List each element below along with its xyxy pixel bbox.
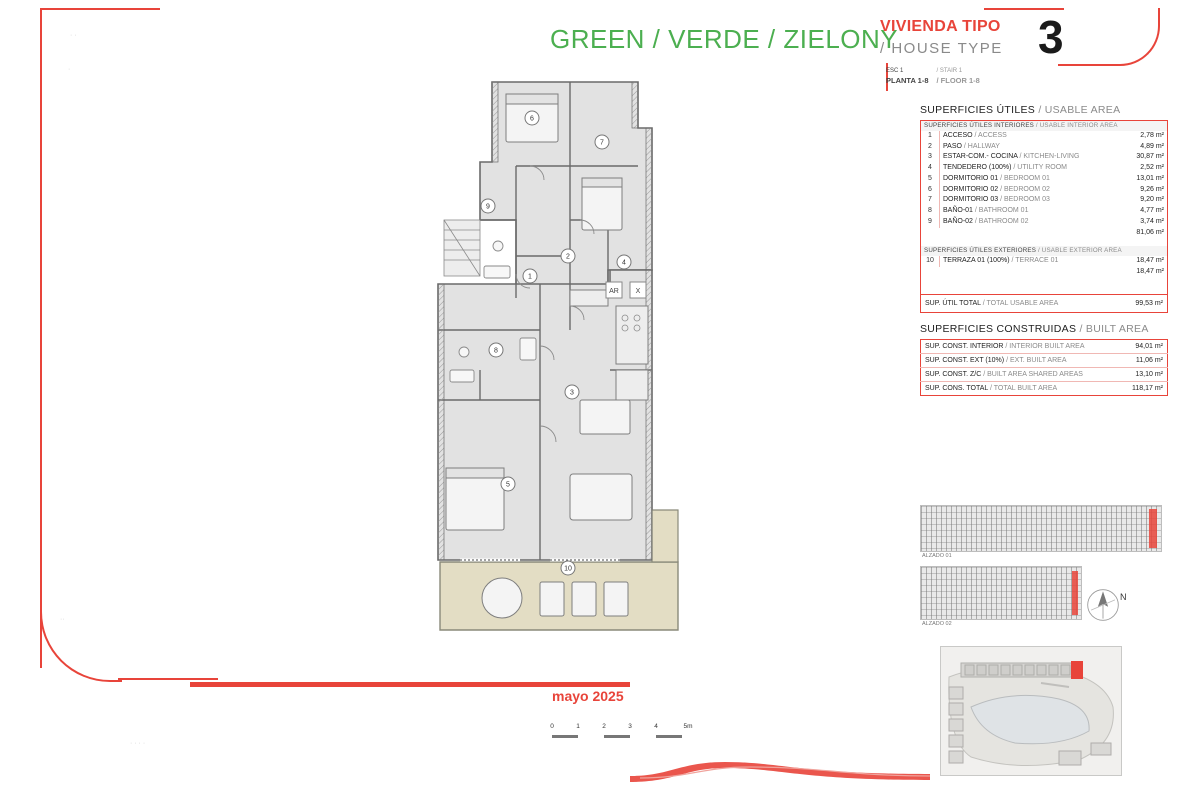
floor-label-en: / FLOOR 1-8 — [936, 75, 980, 85]
row-number: 5 — [921, 174, 940, 185]
built-area-table — [920, 339, 1168, 396]
built-area-heading-en: / BUILT AREA — [1079, 323, 1149, 336]
row-value: 30,87 m² — [1136, 153, 1164, 161]
svg-text:3: 3 — [570, 389, 574, 397]
row-label-en: / BATHROOM 02 — [974, 217, 1029, 225]
row-label-es: TERRAZA 01 (100%) — [943, 257, 1010, 264]
frame-curve-bottom-left — [40, 600, 122, 682]
scale-bar-graphic — [552, 735, 682, 738]
table-row — [921, 152, 1168, 163]
table-row — [921, 382, 1168, 396]
row-label — [921, 354, 1121, 368]
row-label-en: / HALLWAY — [963, 142, 1000, 150]
usable-total-label-es: SUP. ÚTIL TOTAL — [925, 299, 981, 307]
row-label-es: ESTAR-COM.- COCINA — [943, 153, 1018, 161]
row-number: 3 — [921, 152, 940, 163]
row-label-es: SUP. CONS. TOTAL — [925, 385, 989, 393]
scale-tick-0: 0 — [550, 723, 554, 730]
plan-date-label: mayo 2025 — [552, 688, 624, 704]
house-type-label-es: VIVIENDA TIPO — [880, 18, 1001, 35]
frame-line-bottom-left — [118, 678, 218, 680]
exterior-sub-es: SUPERFICIES ÚTILES EXTERIORES — [924, 247, 1037, 255]
svg-text:8: 8 — [494, 347, 498, 355]
table-row — [921, 340, 1168, 354]
usable-total-value: 99,53 m² — [1135, 299, 1163, 307]
table-row — [921, 368, 1168, 382]
svg-text:2: 2 — [566, 253, 570, 261]
row-label-en: / BEDROOM 01 — [1000, 174, 1050, 182]
house-type-number: 3 — [1038, 11, 1064, 63]
row-label — [940, 142, 1120, 153]
table-row — [921, 174, 1168, 185]
scale-bar — [550, 723, 702, 740]
row-label-en: / UTILITY ROOM — [1013, 164, 1067, 171]
row-value: 4,77 m² — [1140, 207, 1164, 214]
page-title: GREEN / VERDE / ZIELONY — [550, 24, 899, 54]
table-row — [921, 163, 1168, 174]
frame-line-top-left — [40, 8, 160, 10]
row-label — [921, 382, 1121, 396]
row-label-es: SUP. CONST. Z/C — [925, 371, 982, 379]
row-label-en: / EXT. BUILT AREA — [1006, 357, 1067, 365]
footer-swoosh-decoration — [630, 754, 930, 784]
frame-bar-bottom — [190, 682, 630, 687]
row-value: 9,26 m² — [1140, 185, 1164, 193]
row-label-es: ACCESO — [943, 131, 973, 139]
elevation-02-image — [920, 566, 1082, 620]
svg-text:7: 7 — [600, 139, 604, 147]
table-row — [921, 185, 1168, 196]
floor-label-es: PLANTA 1-8 — [886, 75, 929, 85]
interior-total-row — [921, 228, 1168, 239]
row-label — [940, 195, 1120, 206]
row-label — [940, 256, 1120, 267]
row-label — [921, 368, 1121, 382]
table-subheader-interior — [921, 121, 1168, 131]
elevation-02-highlight — [1072, 571, 1078, 615]
row-label-es: TENDEDERO (100%) — [943, 164, 1012, 171]
row-label-es: SUP. CONST. INTERIOR — [925, 343, 1004, 351]
area-schedule-panel — [920, 104, 1168, 406]
row-number: 7 — [921, 195, 940, 206]
table-row — [921, 206, 1168, 217]
row-label — [940, 206, 1120, 217]
usable-area-table — [920, 120, 1168, 313]
built-area-heading — [920, 323, 1168, 335]
house-type-label-en: / HOUSE TYPE — [880, 40, 1003, 57]
floor-plan-drawing — [420, 70, 720, 640]
row-label — [940, 163, 1120, 174]
elevation-01-highlight — [1149, 509, 1157, 548]
row-number: 6 — [921, 185, 940, 196]
row-label-es: BAÑO-02 — [943, 217, 973, 225]
row-label-en: / TERRACE 01 — [1011, 257, 1059, 264]
stair-label-en: / STAIR 1 — [936, 68, 963, 74]
row-label — [940, 131, 1120, 142]
stair-floor-info — [886, 66, 980, 87]
table-row — [921, 131, 1168, 142]
watermark-mark-4: · · · · — [130, 740, 146, 747]
svg-text:1: 1 — [528, 273, 532, 281]
row-value: 18,47 m² — [1136, 257, 1164, 264]
row-number: 8 — [921, 206, 940, 217]
compass-icon — [1086, 588, 1120, 622]
svg-text:10: 10 — [564, 565, 572, 573]
interior-sub-es: SUPERFICIES ÚTILES INTERIORES — [924, 122, 1034, 129]
row-number: 9 — [921, 217, 940, 228]
usable-total-label-en: / TOTAL USABLE AREA — [982, 299, 1059, 307]
watermark-mark-1: · · — [70, 32, 77, 39]
site-plan-image — [940, 646, 1122, 776]
row-value: 94,01 m² — [1120, 340, 1167, 354]
row-label-en: / BATHROOM 01 — [974, 207, 1029, 214]
exterior-total-value: 18,47 m² — [1136, 267, 1164, 275]
row-label-en: / BEDROOM 03 — [1000, 196, 1050, 204]
row-label-es: DORMITORIO 03 — [943, 196, 999, 204]
row-value: 2,52 m² — [1140, 164, 1164, 171]
interior-sub-en: / USABLE INTERIOR AREA — [1035, 122, 1118, 129]
row-value: 2,78 m² — [1140, 131, 1164, 139]
row-number: 10 — [921, 256, 940, 267]
row-label-en: / KITCHEN-LIVING — [1019, 153, 1080, 161]
compass-north-label: N — [1120, 592, 1127, 602]
row-value: 13,01 m² — [1136, 174, 1164, 182]
row-value: 4,89 m² — [1140, 142, 1164, 150]
row-label-en: / BUILT AREA SHARED AREAS — [983, 371, 1083, 379]
row-label-es: DORMITORIO 01 — [943, 174, 999, 182]
usable-area-heading-es: SUPERFICIES ÚTILES — [920, 104, 1036, 116]
usable-total-row — [921, 296, 1168, 313]
elevation-02-caption: ALZADO 02 — [922, 621, 952, 627]
svg-text:5: 5 — [506, 481, 510, 489]
row-value: 118,17 m² — [1132, 385, 1163, 393]
row-number: 1 — [921, 131, 940, 142]
scale-unit: 5m — [683, 723, 693, 730]
exterior-sub-en: / USABLE EXTERIOR AREA — [1037, 247, 1122, 255]
row-label — [940, 152, 1120, 163]
table-row — [921, 217, 1168, 228]
row-label-es: SUP. CONST. EXT (10%) — [925, 357, 1005, 365]
svg-text:X: X — [635, 288, 641, 295]
svg-text:6: 6 — [530, 115, 534, 123]
table-row — [921, 195, 1168, 206]
row-value: 9,20 m² — [1140, 196, 1164, 204]
row-label-es: DORMITORIO 02 — [943, 185, 999, 193]
row-label — [921, 340, 1121, 354]
table-row — [921, 256, 1168, 267]
elevation-01-caption: ALZADO 01 — [922, 553, 952, 559]
row-label-en: / BEDROOM 02 — [1000, 185, 1050, 193]
usable-area-heading — [920, 104, 1168, 116]
row-value: 3,74 m² — [1140, 217, 1164, 225]
row-value: 11,06 m² — [1120, 354, 1167, 368]
svg-text:AR: AR — [609, 288, 619, 295]
row-label — [940, 174, 1120, 185]
built-area-heading-es: SUPERFICIES CONSTRUIDAS — [920, 323, 1077, 336]
usable-area-heading-en: / USABLE AREA — [1038, 104, 1121, 116]
elevation-01-image — [920, 505, 1162, 552]
svg-text:9: 9 — [486, 203, 490, 211]
row-label-es: PASO — [943, 142, 962, 150]
row-number: 4 — [921, 163, 940, 174]
scale-tick-3: 3 — [628, 723, 632, 730]
row-label-es: BAÑO-01 — [943, 207, 973, 214]
row-value: 13,10 m² — [1120, 368, 1167, 382]
row-label-en: / ACCESS — [974, 131, 1007, 139]
stair-label-es: ESC 1 — [886, 68, 904, 74]
row-number: 2 — [921, 142, 940, 153]
row-label — [940, 217, 1120, 228]
scale-tick-1: 1 — [576, 723, 580, 730]
row-label-en: / TOTAL BUILT AREA — [989, 385, 1058, 393]
scale-tick-2: 2 — [602, 723, 606, 730]
table-row — [921, 354, 1168, 368]
interior-total-value: 81,06 m² — [1136, 228, 1164, 236]
svg-text:4: 4 — [622, 259, 626, 267]
table-subheader-exterior — [921, 246, 1168, 256]
exterior-total-row — [921, 267, 1168, 278]
scale-tick-4: 4 — [654, 723, 658, 730]
row-label — [940, 185, 1120, 196]
watermark-mark-3: ·· — [60, 616, 65, 623]
row-label-en: / INTERIOR BUILT AREA — [1005, 343, 1085, 351]
frame-line-left — [40, 8, 42, 668]
table-row — [921, 142, 1168, 153]
watermark-mark-2: · — [68, 66, 71, 73]
